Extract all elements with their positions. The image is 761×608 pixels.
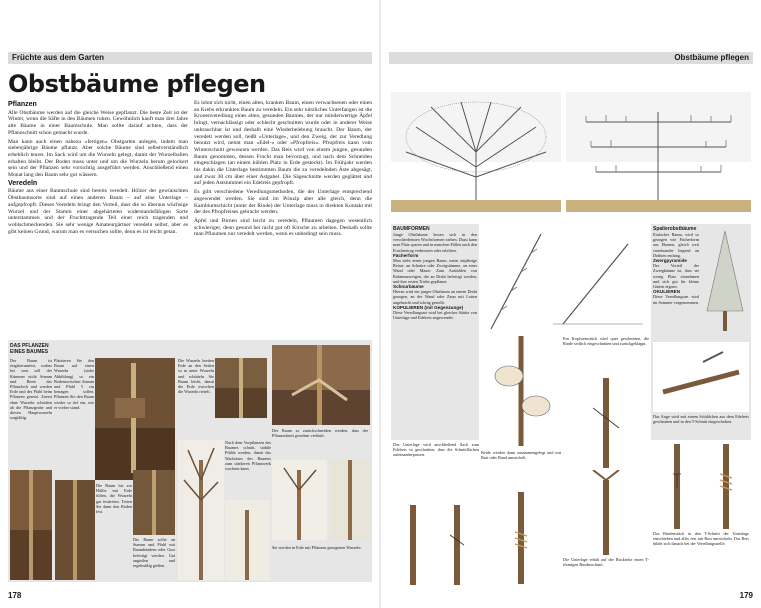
right-page [381,0,761,608]
illustration-cordon [481,224,551,334]
caption: Sie werden in Erde mit Pflanzen gezogenen Wurzeln. [272,545,362,550]
paragraph: Äpfel und Birnen sind leicht zu veredeln, Pflaumen dagegen wesentlich schwieriger, denn gesund bei nicht gut oft Kirsche zu arbeiten. Deshalb sollte man Pflaumen nur veredelt werden, wenn es unbedingt sein muss. [194,217,372,238]
subheading: Zwergpyramide [653,258,687,264]
paragraph: Der Vorteil der Zwergbäume ist, dass sie wenig Platz einnehmen und sich gut für kleine Gärten eignen. [653,263,699,290]
photo-planting-9 [272,460,327,540]
box-title: DAS PFLANZEN EINES BAUMES [10,343,49,355]
photo-planting-8 [225,500,270,580]
paragraph: Hierzu wird ein junger Obstbaum an einem Draht gezogen, an der Wand oder Zaun mit Latten angebracht und schräg gestellt. [393,289,477,305]
paragraph: Es lohnt sich nicht, einen alten, kranken Baum, einen verwachsenen oder einen an Krebs erkrankten Baum zu veredeln. Ein sehr nützliches Unterfangen ist die Kronenveredlung eines alten, gesunden Baumes, der nur minderwertige Äpfel bringt, vernachlässigt oder schlecht geschnitten wurde oder in anderer Weise unbrauchbar ist und deshalb eine Wiederbelebung braucht. Der Baum, der veredelt werden soll, heißt »Unterlage«, und den Zweig, der zur Veredlung benutzt wird, nennt man »Edel-« oder »Pfropfreis«. Pfropfreis kann vom Winterschnitt gewonnen werden. Das Reis wird von einem jungen, gesunden Baum genommen, dessen Frucht man bevorzugt, und nach dem Schneiden eingeschlagen (an einem kühlen Platz in Erde gesteckt). Im Frühjahr werden bis dahin die Unterlage bestimmten Baum die zu veredelnden Äste abgesägt, und zwar 30 cm über einer Astgabel. Die Sägeschnitte werden geglättet und auf jeden Aststummel ein Edelreis gepfropft. [194,100,372,187]
paragraph: Diese Veredlungsart wird im Sommer vorgenommen. [653,294,699,305]
paragraph: Einfacher Baum, wird so gezogen wie Fächerform aus Ebenen, gleich weit voneinander liegend an Drähten entlang. [653,232,699,258]
caption: Das Auge wird mit einem Schildchen aus dem Edelreis geschnitten und in den T-Schnitt eingeschoben. [653,414,749,425]
illustration-fan-tree [391,92,561,212]
paragraph: Diese Veredlungsart wird bei gleicher Stärke von Unterlage und Edelreis angewendet. [393,310,477,321]
illustration-budding-2 [703,444,749,529]
subheading: OKULIEREN [653,289,681,295]
paragraph: Bäume aus einer Baumschule sind bereits veredelt. Hölzer der gewünschten Obstbaumsorte sind auf einen anderen Baum – auf eine Unterlage – aufgepfropft. Dieses Veredeln bringt den Vorteil, dass die so überaus wüchsige Wurzel und der Stamm einer abgehärteten widerstandsfähigen Sorte unterstammen und der Fruchttragende Teil einer reich tragenden und wohlschmeckenden. Sie sehr wenige Amateurgärtner veredeln selbst, aber es gibt keinen Grund, warum man es versuchen sollte, denn es ist leicht getan. [8,188,188,235]
paragraph: Alle Obstbäume werden auf die gleiche Weise gepflanzt. Die beste Zeit ist der Winter, wenn die Säfte in den Bäumen ruhen. Gewöhnlich kauft man drei Jahre alte Bäume in einer Baumschule. Man sollte darauf achten, dass der Pflanzschnitt schon gemacht wurde. [8,109,188,136]
subheading: Fächerform [393,252,419,258]
caption: Nach dem Vorpflanzen des Baumes schnitt, stabile Pfähle werden, damit das Wachstum des Baumes zum stärkeren Pflanzwerk wachsen kann. [225,440,271,472]
photo-planting-6 [133,470,175,535]
caption: Die Unterlage erhält auf der Rückseite einen T-förmigen Rindenschnitt. [563,557,649,568]
caption: Die Baum bis zur Hälfte mit Erde füllen, die Wurzeln gut festtreten. Treten Sie dann den Boden fest. [96,483,132,515]
page-header: Früchte aus dem Garten [12,53,105,62]
illustration-espalier [566,92,751,212]
page-header: Obstbäume pflegen [674,53,749,62]
illustration-graft-tied [481,492,561,584]
illustration-cordon-2 [553,224,643,334]
illustration-graft-1 [393,505,433,585]
photo-planting-3 [215,358,267,418]
photo-planting-5 [55,480,95,580]
illustration-budding-1 [653,444,701,529]
photo-planting-4 [272,345,370,425]
paragraph: Es gibt verschiedene Veredlungsmethoden, die der Unterlage entsprechend angewendet werden. Sie sind im Prinzip aber alle gleich, denn die Kambiumschicht (unter der Rinde) der Unterlage muss in direkten Kontakt mit der des Pfropfreises gebracht werden. [194,189,372,216]
page-number: 178 [8,591,22,600]
paragraph: Man kann auch einen nahezu »fertigen« Obstgarten anlegen, indem man siebenjährige Bäume pflanzt. Aber solche Bäume sind selbstverständlich erheblich teurer. Im Sack wird um die Wurzeln gelegt, damit der Wurzelballen erhalten bleibt. Der Boden muss unter und um die Wurzeln herum gelockert sein und der Pflanzen sehr vorsichtig ausgeführt werden. Anschließend einen Monat lang den Baum sehr gut wässern. [8,138,188,179]
box-title: Spalierobstbäume [653,226,697,232]
illustration-graft-cleft [563,470,649,555]
photo-planting-2 [95,358,175,480]
text-column-2 [194,100,372,332]
caption: Platzieren Sie den Baum auf einen Wurzeln (siehe Abbildung) so ein Bodenzwischen Stamm und Pfahl 5 cm betragen sollen. Pflanzen Sie den Baum wieder so tief ein, wie er vorher stand. [54,358,94,410]
page-number: 179 [739,591,753,600]
caption: Die Baum sollte an Stamm und Pfahl mit Baumbändern oder Gurt befestigt werden. Gut angießen und regelmäßig gießen. [133,537,175,569]
subheading: KOPULIEREN (mit Gegenzunge) [393,304,464,310]
left-page [0,0,380,608]
photo-planting-1 [10,470,52,580]
box-baumformen-text [393,226,477,438]
caption: Der Baum so zurückschneiden werden, dass der Pflanzschnitt geordnet verläuft. [272,428,368,439]
illustration-budding-knife [653,342,749,412]
caption: Das Unterlage wird anschließend flach zum Edelreis so geschnitten, dass die Schnittflächen aufeinanderpassen. [393,442,479,458]
caption: Beide werden dann zusammengelegt und mit Bast oder Band umwickelt. [481,450,561,461]
page-title: Obstbäume pflegen [8,70,266,98]
caption: Die Wurzeln breiten Erde an den Seiten so in unter Wurzeln und schütteln Sie Baum leicht, damit die Erde zwischen die Wurzeln rieselt. [178,358,214,395]
subheading-pflanzen: Pflanzen [8,101,37,108]
illustration-grafting-hands [481,336,561,446]
illustration-pyramid-tree [701,226,749,336]
text-column-1 [8,100,188,332]
paragraph: Junge Obstbäume lassen sich in den verschiedensten Wuchsformen ziehen. Dazu kann man Platz sparen und in manchen Fällen auch den Fruchtertrag verbessern oder erhöhen. [393,232,477,253]
subheading-veredeln: Veredeln [8,179,38,187]
illustration-grafting-cut [563,378,649,468]
caption: Ein Kopfsteinstück wird quer geschnitten, die Rinde seitlich eingeschnitten und zurückgeklappt. [563,336,649,347]
paragraph: Man zieht einen jungen Baum, meist einjährige Reiser, an Schnüre oder Zweigstämme, an einer Wand oder Mauer. Zum Ausbilden von Rahmenzweigen, die an Draht befestigt werden, und ihre ersten Triebe gepflanzt. [393,258,477,284]
photo-planting-10 [330,460,370,540]
caption: Das Rindenstück in den T-Schnitt der Unterlage einschieben und alles fest mit Bast umwickeln. Das Reis bildet sich danach bei der Veredlungsstelle. [653,531,749,547]
box-title: BAUMFORMEN [393,226,430,232]
photo-planting-7 [178,440,224,580]
caption: Der Baum ist ringsherumfest, sodass bei wen soll der Kümmer nicht Stamm und Beete das Pflanzloch und werden Erde und des Pfahl beim Pflanzen gesetzt. Zuerst ebne Wurzeln schnitten ab die Pflanzgrube und diesen Hauptwurzeln sorgfältig. [10,358,52,421]
subheading: Schnurbäume [393,284,424,290]
illustration-graft-2 [436,505,478,585]
